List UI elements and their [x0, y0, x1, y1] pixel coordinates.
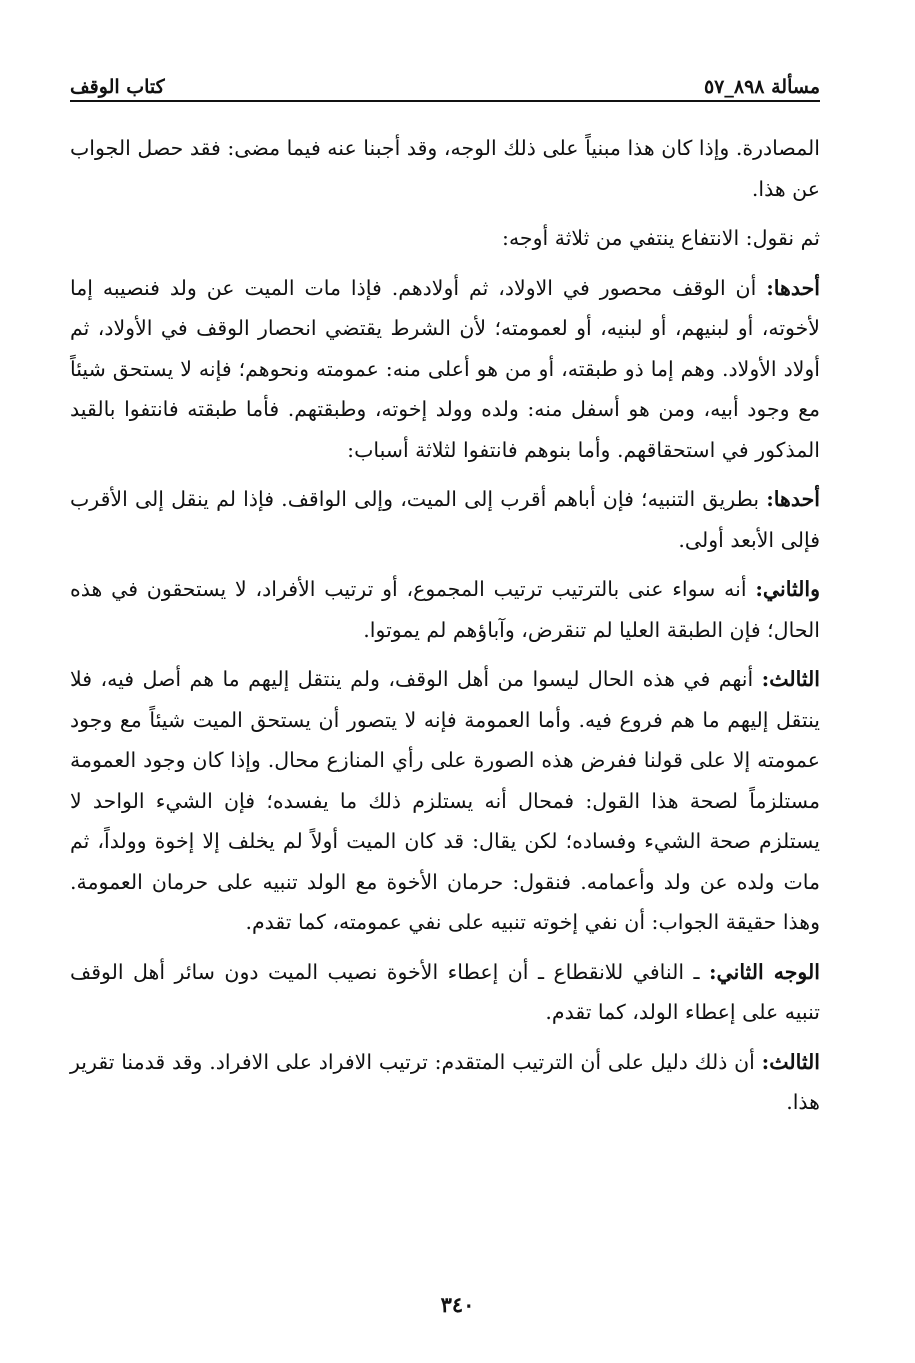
paragraph: [70, 479, 820, 560]
paragraph: [70, 659, 820, 943]
paragraph-lead: الوجه الثاني:: [708, 959, 820, 984]
paragraph-text: المصادرة. وإذا كان هذا مبنياً على ذلك الوجه، وقد أجبنا عنه فيما مضى: فقد حصل الجواب عن هذا.: [70, 136, 820, 201]
paragraph: [70, 218, 820, 259]
paragraph-lead: أحدها:: [766, 487, 820, 511]
paragraph-lead: الثالث:: [761, 667, 820, 691]
paragraph-text: أن الوقف محصور في الاولاد، ثم أولادهم. فإذا مات الميت عن ولد فنصيبه إما لأخوته، أو لبنيهم، أو لبنيه، أو لعمومته؛ لأن الشرط يقتضي انحصار الوقف في الأولاد، ثم أولاد الأولاد. وهم إما ذو طبقته، أو من هو أعلى منه: عمومته ونحوهم؛ فإنه لا يستحق شيئاً مع وجود أبيه، ومن هو أسفل منه: ولده وولد إخوته، وطبقتهم. فأما طبقته فانتفوا بالقيد المذكور في استحقاقهم. وأما بنوهم فانتفوا لثلاثة أسباب:: [70, 275, 820, 462]
paragraph-lead: الثالث:: [761, 1049, 820, 1074]
running-header: [70, 66, 820, 98]
paragraph: [70, 1042, 820, 1123]
paragraph-text: ثم نقول: الانتفاع ينتفي من ثلاثة أوجه:: [502, 226, 820, 250]
paragraph: [70, 268, 820, 471]
paragraph-lead: والثاني:: [755, 577, 820, 601]
paragraph-text: أنه سواء عنى بالترتيب ترتيب المجموع، أو ترتيب الأفراد، لا يستحقون في هذه الحال؛ فإن الطبقة العليا لم تنقرض، وآباؤهم لم يموتوا.: [70, 577, 820, 642]
header-issue-number: مسألة ٨٩٨_٥٧: [703, 76, 820, 98]
paragraph-text: أن ذلك دليل على أن الترتيب المتقدم: ترتيب الافراد على الافراد. وقد قدمنا تقرير هذا.: [70, 1049, 820, 1114]
page-number: ٣٤٠: [440, 1292, 475, 1317]
paragraph: [70, 569, 820, 650]
paragraph-lead: أحدها:: [766, 275, 820, 300]
header-book-title: كتاب الوقف: [70, 76, 165, 98]
paragraph-text: أنهم في هذه الحال ليسوا من أهل الوقف، ولم ينتقل إليهم ما هم أصل فيه، فلا ينتقل إليهم ما هم فروع فيه. وأما العمومة فإنه لا يتصور أن يستحق الميت شيئاً مع وجود عمومته إلا على قولنا ففرض هذه الصورة على رأي المنازع محال. وإذا كان وجود العمومة مستلزماً لصحة هذا القول: فمحال أنه يستلزم ذلك ما يفسده؛ فإن الشيء الواحد لا يستلزم صحة الشيء وفساده؛ لكن يقال: قد كان الميت أولاً لم يخلف إلا إخوة وولداً، ثم مات ولده عن ولد وأعمامه. فنقول: حرمان الأخوة مع الولد تنبيه على حرمان العمومة. وهذا حقيقة الجواب: أن نفي إخوته تنبيه على نفي عمومته، كما تقدم.: [70, 667, 820, 934]
header-divider: [70, 100, 820, 102]
paragraph: [70, 128, 820, 209]
paragraph: [70, 952, 820, 1033]
paragraph-text: بطريق التنبيه؛ فإن أباهم أقرب إلى الميت، وإلى الواقف. فإذا لم ينقل إلى الأقرب فإلى الأبعد أولى.: [70, 487, 820, 552]
body-text: [70, 128, 820, 1123]
paragraph-text: ـ النافي للانقطاع ـ أن إعطاء الأخوة نصيب الميت دون سائر أهل الوقف تنبيه على إعطاء الولد، كما تقدم.: [70, 959, 820, 1024]
